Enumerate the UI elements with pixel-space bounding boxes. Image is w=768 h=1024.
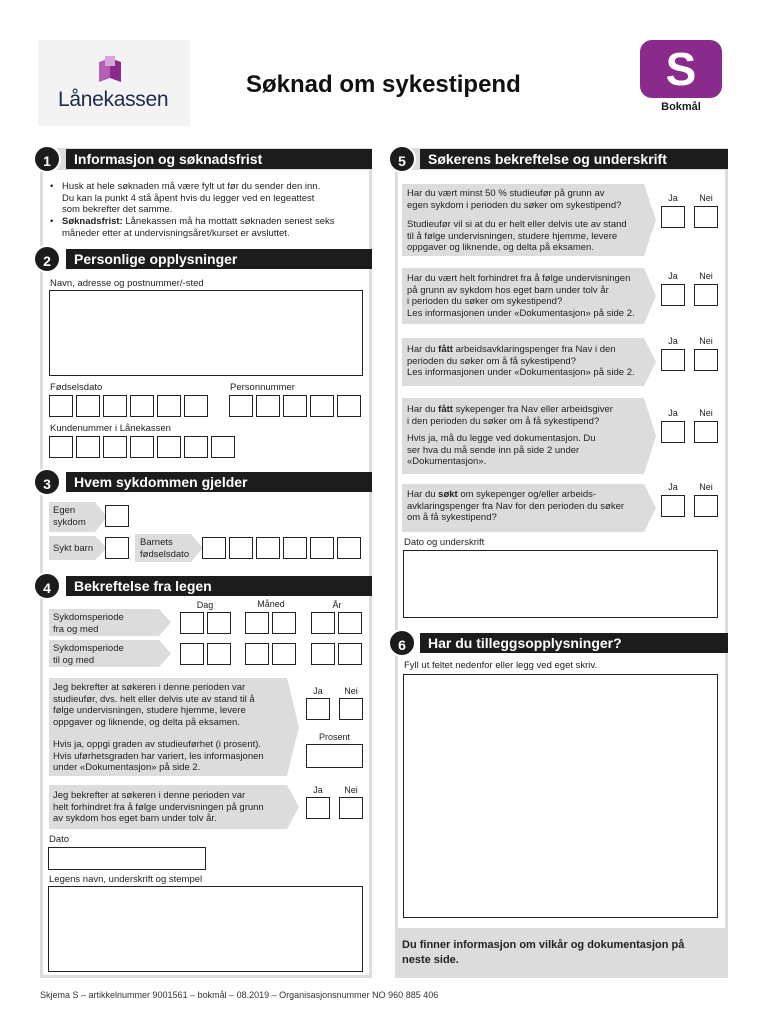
doctor-q1-yes-label: Ja [313,686,323,696]
applicant-q4-text: Har du fått sykepenger fra Nav eller arbeidsgiver i den perioden du søker om å få sykestipend? [407,404,613,427]
doctor-q1-yes-checkbox[interactable] [306,698,330,720]
applicant-q3-text: Har du fått arbeidsavklaringspenger fra Nav i den perioden du søker om å få sykestipend? Les informasjonen under «Dokumentasjon» på side 2. [407,344,635,378]
period-from-year[interactable] [311,612,362,634]
info-next-page: Du finner informasjon om vilkår og dokumentasjon på neste side. [402,939,685,966]
applicant-q5-yes-label: Ja [668,482,678,492]
form-badge: S [640,40,722,98]
applicant-q1-no-label: Nei [699,193,713,203]
child-birthdate-field[interactable] [202,537,361,559]
logo-text: Lånekassen [58,88,169,111]
doctor-q2-no-label: Nei [344,785,358,795]
bullet-icon: • [50,216,54,227]
lanekassen-logo-icon [97,56,123,84]
doctor-date-label: Dato [49,834,70,845]
applicant-q4-note: Hvis ja, må du legge ved dokumentasjon. Du ser hva du må sende inn på side 2 under «Dokumentasjon». [407,433,596,467]
applicant-q1-no-checkbox[interactable] [694,206,718,228]
section-5-number: 5 [388,145,416,173]
personnr-label: Personnummer [230,382,295,393]
applicant-q4-no-label: Nei [699,408,713,418]
applicant-q1-yes-label: Ja [668,193,678,203]
applicant-q1-note: Studieufør vil si at du er helt eller delvis ute av stand til å følge undervisningen, studere hjemme, levere oppgaver og liknende, og delta på eksamen. [407,219,627,253]
applicant-q1-yes-checkbox[interactable] [661,206,685,228]
applicant-q1-text: Har du vært minst 50 % studieufør på grunn av egen sykdom i perioden du søker om sykestipend? [407,188,622,211]
section-1-header: Informasjon og søknadsfrist [66,149,372,169]
doctor-q1-note: Hvis ja, oppgi graden av studieuførhet (i prosent). Hvis uførhetsgraden har variert, les informasjonen under «Dokumentasjon» på side 2. [53,739,264,773]
doctor-q2-yes-label: Ja [313,785,323,795]
doctor-signature-field[interactable] [48,886,363,972]
own-illness-checkbox[interactable] [105,505,129,527]
doctor-q1-text: Jeg bekrefter at søkeren i denne perioden var studieufør, dvs. helt eller delvis ute av stand til å følge undervisningen, studere hjemme, levere oppgaver og liknende, og delta på eksamen. [53,682,255,728]
applicant-q3-yes-checkbox[interactable] [661,349,685,371]
section-3-number: 3 [33,468,61,496]
period-from-day[interactable] [180,612,231,634]
period-from-month[interactable] [245,612,296,634]
period-to-label: Sykdomsperiode til og med [53,643,124,666]
applicant-q4-yes-checkbox[interactable] [661,421,685,443]
section-1-number: 1 [33,145,61,173]
page-title: Søknad om sykestipend [246,71,521,98]
applicant-q5-text: Har du søkt om sykepenger og/eller arbeids- avklaringspenger fra Nav for den perioden du søker om å få sykestipend? [407,489,625,523]
doctor-signature-label: Legens navn, underskrift og stempel [49,874,203,885]
s1-bullet-2: Søknadsfrist: Lånekassen må ha mottatt søknaden senest seks måneder etter at undervisningsåret/kurset er avsluttet. [62,216,335,239]
birthdate-label: Fødselsdato [50,382,103,393]
applicant-q2-no-label: Nei [699,271,713,281]
child-birthdate-label: Barnets fødselsdato [140,537,190,560]
percent-field[interactable] [306,744,363,768]
period-to-day[interactable] [180,643,231,665]
applicant-signature-field[interactable] [403,550,718,618]
doctor-date-field[interactable] [48,847,206,870]
applicant-q5-no-checkbox[interactable] [694,495,718,517]
applicant-q2-yes-checkbox[interactable] [661,284,685,306]
s1-bullet-1: Husk at hele søknaden må være fylt ut før du sender den inn. Du kan la punkt 4 stå åpent hvis du legger ved en legeattest som bekrefter det samme. [62,181,321,215]
period-from-label: Sykdomsperiode fra og med [53,612,124,635]
additional-info-field[interactable] [403,674,718,918]
doctor-q1-no-checkbox[interactable] [339,698,363,720]
birthdate-field[interactable] [49,395,208,417]
applicant-q2-no-checkbox[interactable] [694,284,718,306]
applicant-q2-yes-label: Ja [668,271,678,281]
period-to-year[interactable] [311,643,362,665]
applicant-q4-no-checkbox[interactable] [694,421,718,443]
form-footer: Skjema S – artikkelnummer 9001561 – bokmål – 08.2019 – Organisasjonsnummer NO 960 885 406 [40,990,439,1000]
name-address-field[interactable] [49,290,363,376]
applicant-q3-yes-label: Ja [668,336,678,346]
day-label: Dag [196,600,214,610]
section-2-header: Personlige opplysninger [66,249,372,269]
personnr-field[interactable] [229,395,361,417]
applicant-q4-yes-label: Ja [668,408,678,418]
customer-number-label: Kundenummer i Lånekassen [50,423,171,434]
doctor-q2-yes-checkbox[interactable] [306,797,330,819]
doctor-q2-text: Jeg bekrefter at søkeren i denne perioden var helt forhindret fra å følge undervisningen på grunn av sykdom hos eget barn under tolv år. [53,790,264,824]
bullet-icon: • [50,181,54,192]
year-label: År [332,600,342,610]
name-address-label: Navn, adresse og postnummer/-sted [50,278,204,289]
month-label: Måned [257,599,285,609]
doctor-q2-no-checkbox[interactable] [339,797,363,819]
customer-number-field[interactable] [49,436,235,458]
period-to-month[interactable] [245,643,296,665]
section-6-header: Har du tilleggsopplysninger? [420,633,728,653]
sick-child-checkbox[interactable] [105,537,129,559]
section-3-header: Hvem sykdommen gjelder [66,472,372,492]
applicant-signature-label: Dato og underskrift [404,537,485,548]
applicant-q5-no-label: Nei [699,482,713,492]
section-6-number: 6 [388,629,416,657]
section-4-header: Bekreftelse fra legen [66,576,372,596]
sick-child-label: Sykt barn [53,543,94,554]
doctor-q1-no-label: Nei [344,686,358,696]
percent-label: Prosent [318,732,351,742]
applicant-q2-text: Har du vært helt forhindret fra å følge undervisningen på grunn av sykdom hos eget barn under tolv år i perioden du søker om sykestipend? Les informasjonen under «Dokumentasjon» på side 2. [407,273,635,319]
applicant-q3-no-label: Nei [699,336,713,346]
language-label: Bokmål [661,101,701,113]
own-illness-label: Egen sykdom [53,505,86,528]
additional-info-instruction: Fyll ut feltet nedenfor eller legg ved eget skriv. [404,660,598,671]
section-4-number: 4 [33,572,61,600]
section-2-number: 2 [33,245,61,273]
section-5-header: Søkerens bekreftelse og underskrift [420,149,728,169]
applicant-q3-no-checkbox[interactable] [694,349,718,371]
applicant-q5-yes-checkbox[interactable] [661,495,685,517]
